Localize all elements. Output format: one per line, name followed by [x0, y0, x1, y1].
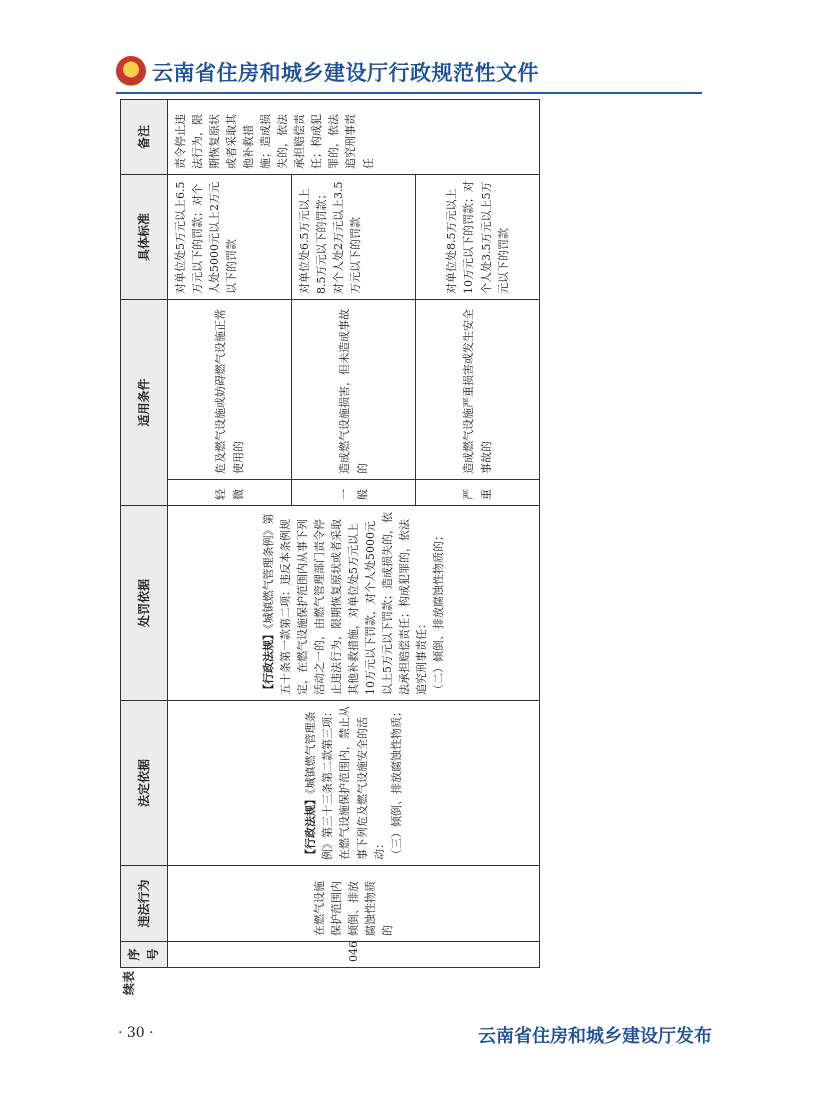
page-number: · 30 · — [118, 1025, 154, 1041]
header-title: 云南省住房和城乡建设厅行政规范性文件 — [152, 61, 539, 85]
penalty-table — [120, 99, 540, 968]
standard-general: 对单位处6.5万元以上8.5万元以下的罚款；对个人处2万元以上3.5万元以下的罚款 — [292, 174, 416, 299]
rotated-table-area — [120, 100, 540, 995]
level-general: 一般 — [292, 480, 416, 506]
condition-minor: 危及燃气设施或妨碍燃气设施正常使用的 — [168, 299, 292, 479]
penalty-tag: 【行政法规】 — [261, 629, 275, 695]
col-header-seq: 序号 — [121, 942, 168, 968]
col-header-penalty: 处罚依据 — [121, 506, 168, 701]
continued-label: 续表 — [122, 970, 136, 995]
legal-text: 《城镇燃气管理条例》第三十三条第二款第三项：在燃气设施保护范围内，禁止从事下列危及燃气设施安全的活动： — [304, 706, 386, 860]
table-header-row — [121, 99, 168, 967]
level-serious: 严重 — [416, 480, 540, 506]
cell-act: 在燃气设施保护范围内倾倒、排放腐蚀性物质的 — [168, 866, 540, 942]
publisher-footer: 云南省住房和城乡建设厅发布 — [478, 1026, 712, 1047]
legal-tag: 【行政法规】 — [304, 794, 318, 860]
standard-serious: 对单位处8.5万元以上10万元以下的罚款；对个人处3.5万元以上5万元以下的罚款 — [416, 174, 540, 299]
cell-remark: 责令停止违法行为，限期恢复原状或者采取其他补救措施；造成损失的，依法承担赔偿责任；构成犯罪的，依法追究刑事责任 — [168, 99, 540, 174]
level-minor: 轻微 — [168, 480, 292, 506]
header-divider — [116, 92, 702, 94]
standard-minor: 对单位处5万元以上6.5万元以下的罚款；对个人处5000元以上2万元以下的罚款 — [168, 174, 292, 299]
col-header-legal: 法定依据 — [121, 701, 168, 866]
condition-serious: 造成燃气设施严重损害或发生安全事故的 — [416, 299, 540, 479]
penalty-item: （二）倾倒、排放腐蚀性物质的； — [432, 530, 446, 695]
penalty-text: 《城镇燃气管理条例》第五十条第一款第二项：违反本条例规定，在燃气设施保护范围内从事下列活动之一的，由燃气管理部门责令停止违法行为，限期恢复原状或者采取其他补救措施，对单位处5万元以上10万元以下罚款，对个人处5000元以上5万元以下罚款；造成损失的，依法承担赔偿责任；构成犯罪的，依法追究刑事责任： — [261, 512, 429, 695]
table-row — [168, 99, 292, 967]
col-header-conditions: 适用条件 — [121, 299, 168, 505]
col-header-remark: 备注 — [121, 99, 168, 174]
cell-penalty — [168, 506, 540, 701]
col-header-standard: 具体标准 — [121, 174, 168, 299]
legal-item: （三）倾倒、排放腐蚀性物质； — [389, 706, 403, 860]
cell-seq: 046 — [168, 942, 540, 968]
condition-general: 造成燃气设施损害，但未造成事故的 — [292, 299, 416, 479]
document-header — [116, 52, 702, 92]
cell-legal — [168, 701, 540, 866]
col-header-act: 违法行为 — [121, 866, 168, 942]
national-emblem-icon — [116, 56, 146, 86]
